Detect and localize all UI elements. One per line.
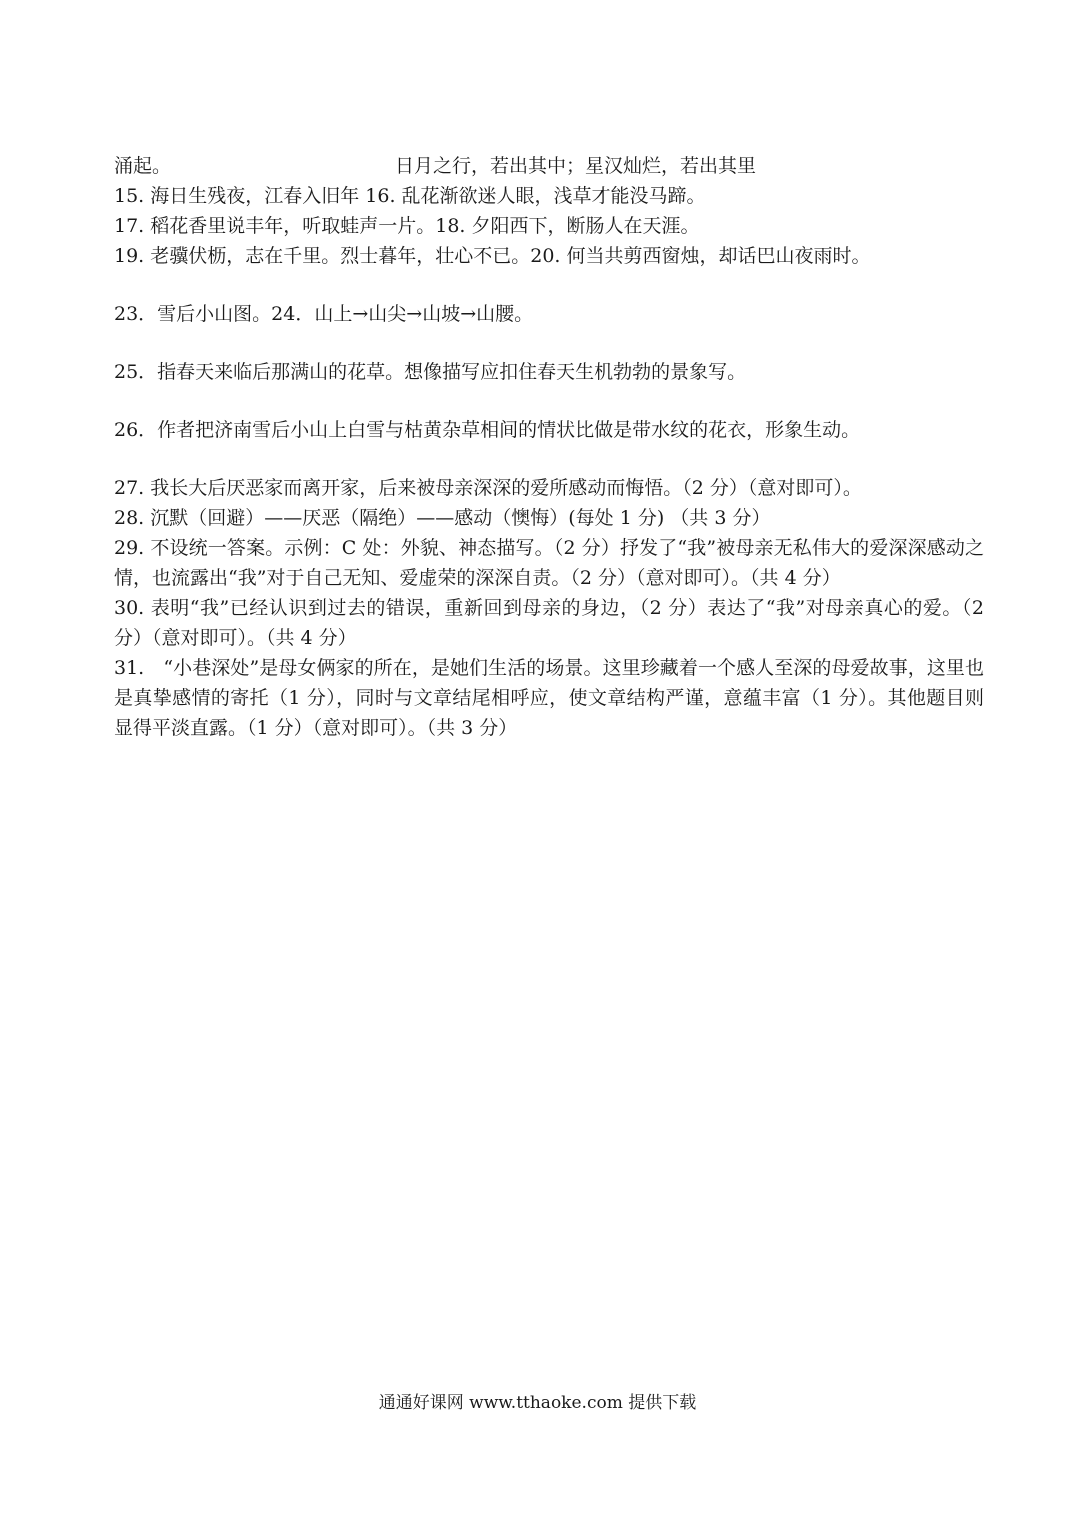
answer-29: 29. 不设统一答案。示例：C 处：外貌、神态描写。（2 分）抒发了“我”被母亲无私伟大的爱深深感动之情，也流露出“我”对于自己无知、爱虚荣的深深自责。（2 分）（意对即可）。（共 4 分）	[114, 537, 984, 589]
page-footer: 通通好课网 www.tthaoke.com 提供下载	[378, 1393, 697, 1413]
answer-content	[114, 151, 984, 743]
answer-31: 31. “小巷深处”是母女俩家的所在，是她们生活的场景。这里珍藏着一个感人至深的母爱故事，这里也是真挚感情的寄托（1 分），同时与文章结尾相呼应，使文章结构严谨，意蕴丰富（1 分）。其他题目则显得平淡直露。（1 分）（意对即可）。（共 3 分）	[114, 657, 984, 739]
answer-17-18: 17. 稻花香里说丰年，听取蛙声一片。18. 夕阳西下，断肠人在天涯。	[114, 215, 700, 237]
answer-line-1-left: 涌起。	[114, 155, 172, 177]
answer-line-1-right: 日月之行，若出其中；星汉灿烂，若出其里	[395, 155, 757, 177]
answer-23-24: 23．雪后小山图。24．山上→山尖→山坡→山腰。	[114, 303, 534, 325]
answer-27: 27. 我长大后厌恶家而离开家，后来被母亲深深的爱所感动而悔悟。（2 分）（意对即可）。	[114, 477, 862, 499]
answer-26: 26．作者把济南雪后小山上白雪与枯黄杂草相间的情状比做是带水纹的花衣，形象生动。	[114, 419, 861, 441]
answer-19-20: 19. 老骥伏枥，志在千里。烈士暮年，壮心不已。20. 何当共剪西窗烛，却话巴山夜雨时。	[114, 245, 871, 267]
answer-28: 28. 沉默（回避）——厌恶（隔绝）——感动（懊悔）(每处 1 分) （共 3 分）	[114, 507, 771, 529]
answer-line-1	[114, 151, 984, 181]
answer-25: 25．指春天来临后那满山的花草。想像描写应扣住春天生机勃勃的景象写。	[114, 361, 747, 383]
answer-15-16: 15. 海日生残夜，江春入旧年 16. 乱花渐欲迷人眼，浅草才能没马蹄。	[114, 185, 706, 207]
answer-30: 30. 表明“我”已经认识到过去的错误，重新回到母亲的身边，（2 分）表达了“我”对母亲真心的爱。（2 分）（意对即可）。（共 4 分）	[114, 597, 984, 649]
